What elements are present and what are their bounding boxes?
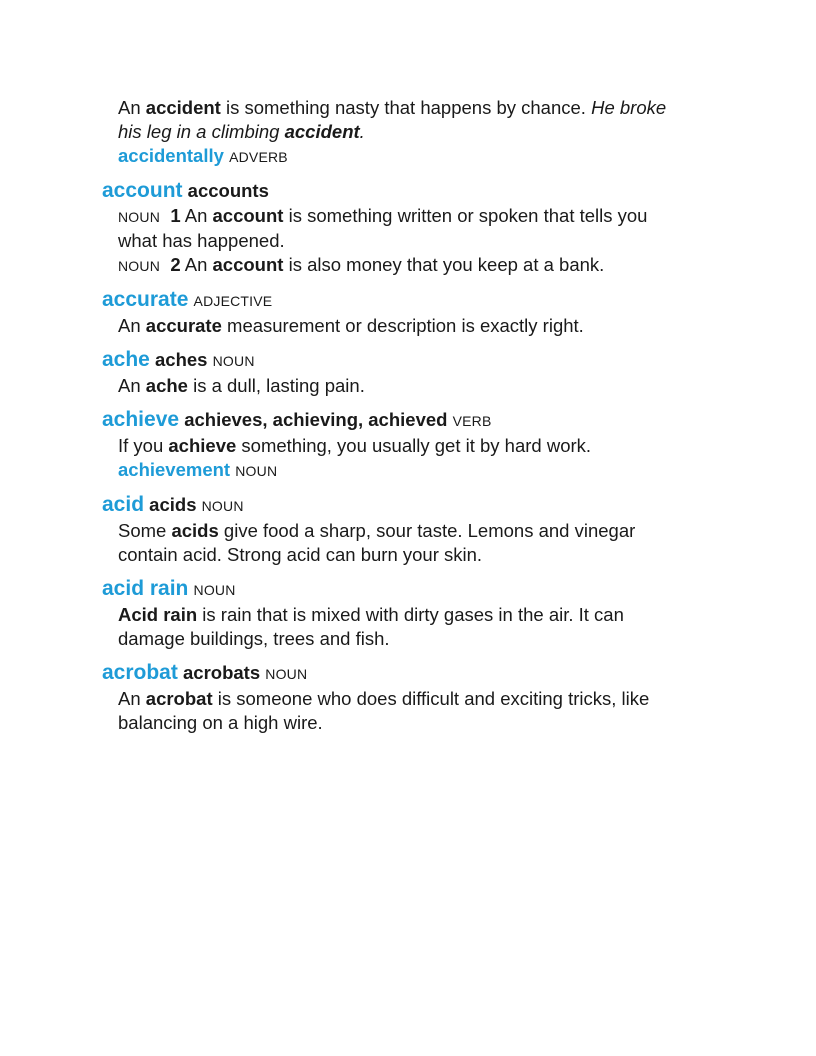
- entry-acrobat: [102, 660, 742, 735]
- entry-header: [102, 576, 742, 603]
- entry-account: [102, 178, 742, 278]
- part-of-speech: NOUN: [265, 666, 308, 682]
- definition-line: If you achieve something, you usually get it by hard work.: [118, 435, 592, 456]
- entry-acid: [102, 492, 742, 567]
- entry-accurate: [102, 287, 742, 338]
- entry-header: [102, 347, 742, 374]
- part-of-speech: NOUN: [212, 353, 255, 369]
- entry-ache: [102, 347, 742, 398]
- part-of-speech: NOUN: [193, 582, 236, 598]
- definition-line: An ache is a dull, lasting pain.: [118, 375, 365, 396]
- inflected-forms: achieves, achieving, achieved: [184, 409, 448, 430]
- definition-line: Acid rain is rain that is mixed with dirty gases in the air. It can: [118, 604, 624, 625]
- example-keyword: accident: [284, 121, 360, 142]
- headword: acid: [102, 493, 145, 516]
- entry-achieve: [102, 407, 742, 483]
- part-of-speech: ADJECTIVE: [193, 293, 273, 309]
- inflected-forms: aches: [155, 349, 208, 370]
- headword: accurate: [102, 288, 189, 311]
- inflected-forms: acids: [149, 494, 197, 515]
- headword: acid rain: [102, 577, 189, 600]
- example-line: his leg in a climbing accident.: [118, 121, 365, 142]
- sense-1-continued: what has happened.: [118, 230, 285, 251]
- entry-header: [102, 178, 742, 204]
- entry-header: [102, 492, 742, 519]
- definition-line-continued: contain acid. Strong acid can burn your skin.: [118, 544, 483, 565]
- sense-number: 2: [170, 254, 181, 275]
- part-of-speech: NOUN: [118, 209, 161, 225]
- example-sentence: He broke: [591, 97, 667, 118]
- entry-acid-rain: [102, 576, 742, 651]
- definition-line: An accurate measurement or description is exactly right.: [118, 315, 584, 336]
- sense-number: 1: [170, 205, 181, 226]
- definition-line-continued: balancing on a high wire.: [118, 712, 323, 733]
- derived-word: achievement: [118, 459, 231, 480]
- headword-in-definition: accident: [145, 97, 221, 118]
- entry-header: [102, 407, 742, 434]
- part-of-speech: ADVERB: [229, 149, 288, 165]
- entry-header: [102, 660, 742, 687]
- inflected-forms: acrobats: [183, 662, 261, 683]
- dictionary-entries: [102, 96, 742, 735]
- entry-header: [102, 287, 742, 314]
- definition-line: An accident is something nasty that happens by chance. He broke: [118, 97, 667, 118]
- definition-line-continued: damage buildings, trees and fish.: [118, 628, 390, 649]
- part-of-speech: NOUN: [235, 463, 278, 479]
- part-of-speech: VERB: [452, 413, 492, 429]
- derived-form: [102, 458, 742, 483]
- headword: ache: [102, 348, 150, 371]
- inflected-forms: accounts: [187, 180, 269, 201]
- part-of-speech: NOUN: [201, 498, 244, 514]
- definition-line: Some acids give food a sharp, sour taste. Lemons and vinegar: [118, 520, 636, 541]
- entry-accident-continued: [102, 96, 742, 169]
- derived-word: accidentally: [118, 145, 224, 166]
- sense-2: NOUN 2 An account is also money that you keep at a bank.: [118, 254, 605, 275]
- sense-1: NOUN 1 An account is something written or spoken that tells you: [118, 205, 648, 226]
- headword: acrobat: [102, 661, 178, 684]
- headword: achieve: [102, 408, 180, 431]
- definition-line: An acrobat is someone who does difficult and exciting tricks, like: [118, 688, 650, 709]
- headword: account: [102, 179, 183, 202]
- part-of-speech: NOUN: [118, 258, 161, 274]
- derived-form: [102, 144, 742, 169]
